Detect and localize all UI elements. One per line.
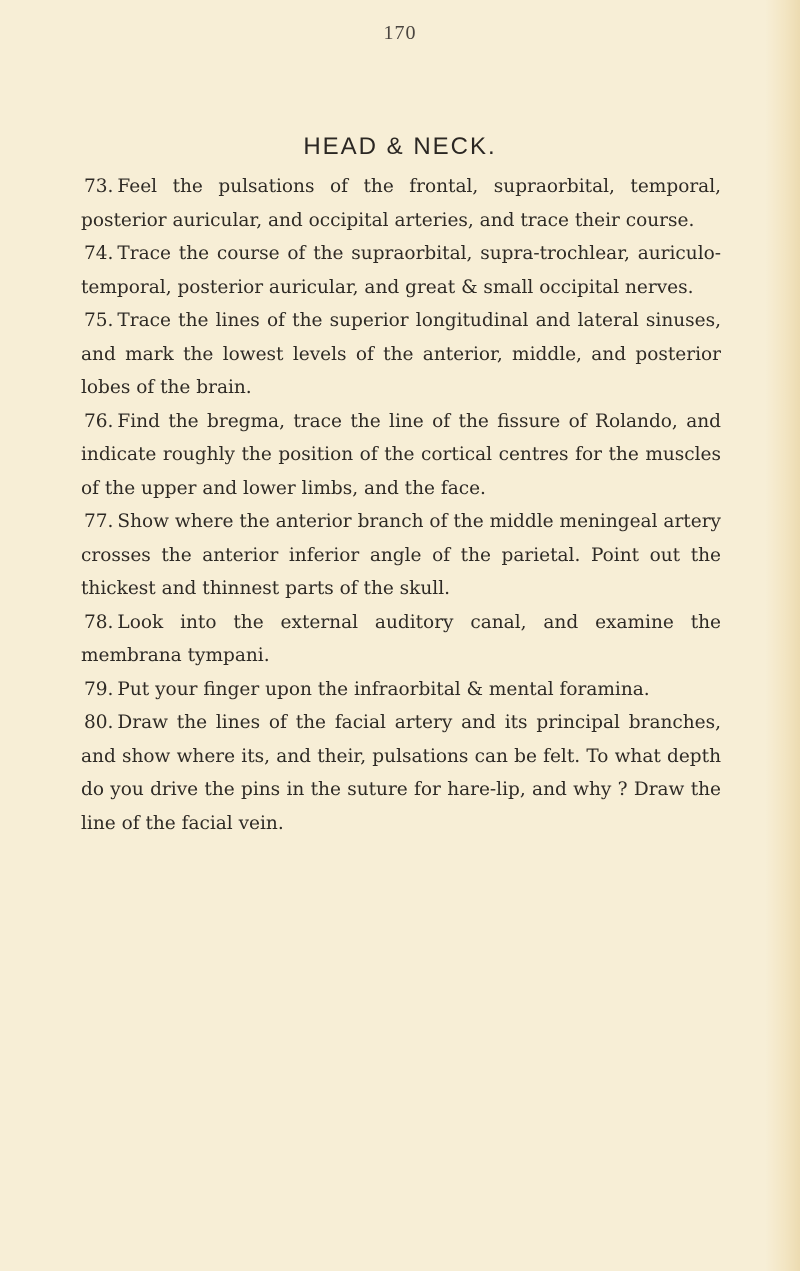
exercise-item-74	[81, 237, 721, 304]
exercise-number: 75.	[84, 310, 114, 331]
exercise-text: Feel the pulsations of the frontal, supraorbital, temporal, posterior auricular, and occipital arteries, and trace their course.	[81, 176, 721, 231]
exercise-item-78	[81, 606, 721, 673]
exercise-text: Trace the lines of the superior longitudinal and lateral sinuses, and mark the lowest levels of the anterior, middle, and posterior lobes of the brain.	[81, 310, 721, 398]
exercise-number: 79.	[84, 678, 114, 700]
exercise-text: Trace the course of the supraorbital, supra-trochlear, auriculo-temporal, posterior auricular, and great & small occipital nerves.	[81, 243, 721, 298]
exercise-text: Put your finger upon the infraorbital & mental foramina.	[117, 678, 650, 700]
section-title: HEAD & NECK.	[303, 133, 497, 160]
exercise-text: Look into the external auditory canal, and examine the membrana tympani.	[81, 611, 721, 666]
exercise-item-73	[81, 170, 721, 237]
exercise-number: 80.	[84, 712, 114, 733]
exercise-number: 74.	[84, 243, 114, 264]
page-number: 170	[383, 22, 417, 44]
exercise-number: 73.	[84, 176, 114, 197]
exercise-item-76	[81, 405, 721, 506]
exercise-item-77	[81, 505, 721, 606]
exercise-text: Find the bregma, trace the line of the fissure of Rolando, and indicate roughly the position of the cortical centres for the muscles of the upper and lower limbs, and the face.	[81, 410, 721, 499]
exercise-item-80	[81, 706, 721, 840]
exercise-number: 77.	[84, 511, 114, 532]
exercise-number: 78.	[84, 611, 114, 633]
exercise-item-75	[81, 304, 721, 405]
exercise-item-79	[81, 673, 721, 707]
exercise-list	[81, 170, 721, 840]
exercise-text: Show where the anterior branch of the middle meningeal artery crosses the anterior inferior angle of the parietal. Point out the thickest and thinnest parts of the skull.	[81, 511, 721, 599]
exercise-number: 76.	[84, 410, 114, 432]
exercise-text: Draw the lines of the facial artery and its principal branches, and show where its, and their, pulsations can be felt. To what depth do you drive the pins in the suture for hare-lip, and why ? Draw the line of the facial vein.	[81, 712, 721, 834]
